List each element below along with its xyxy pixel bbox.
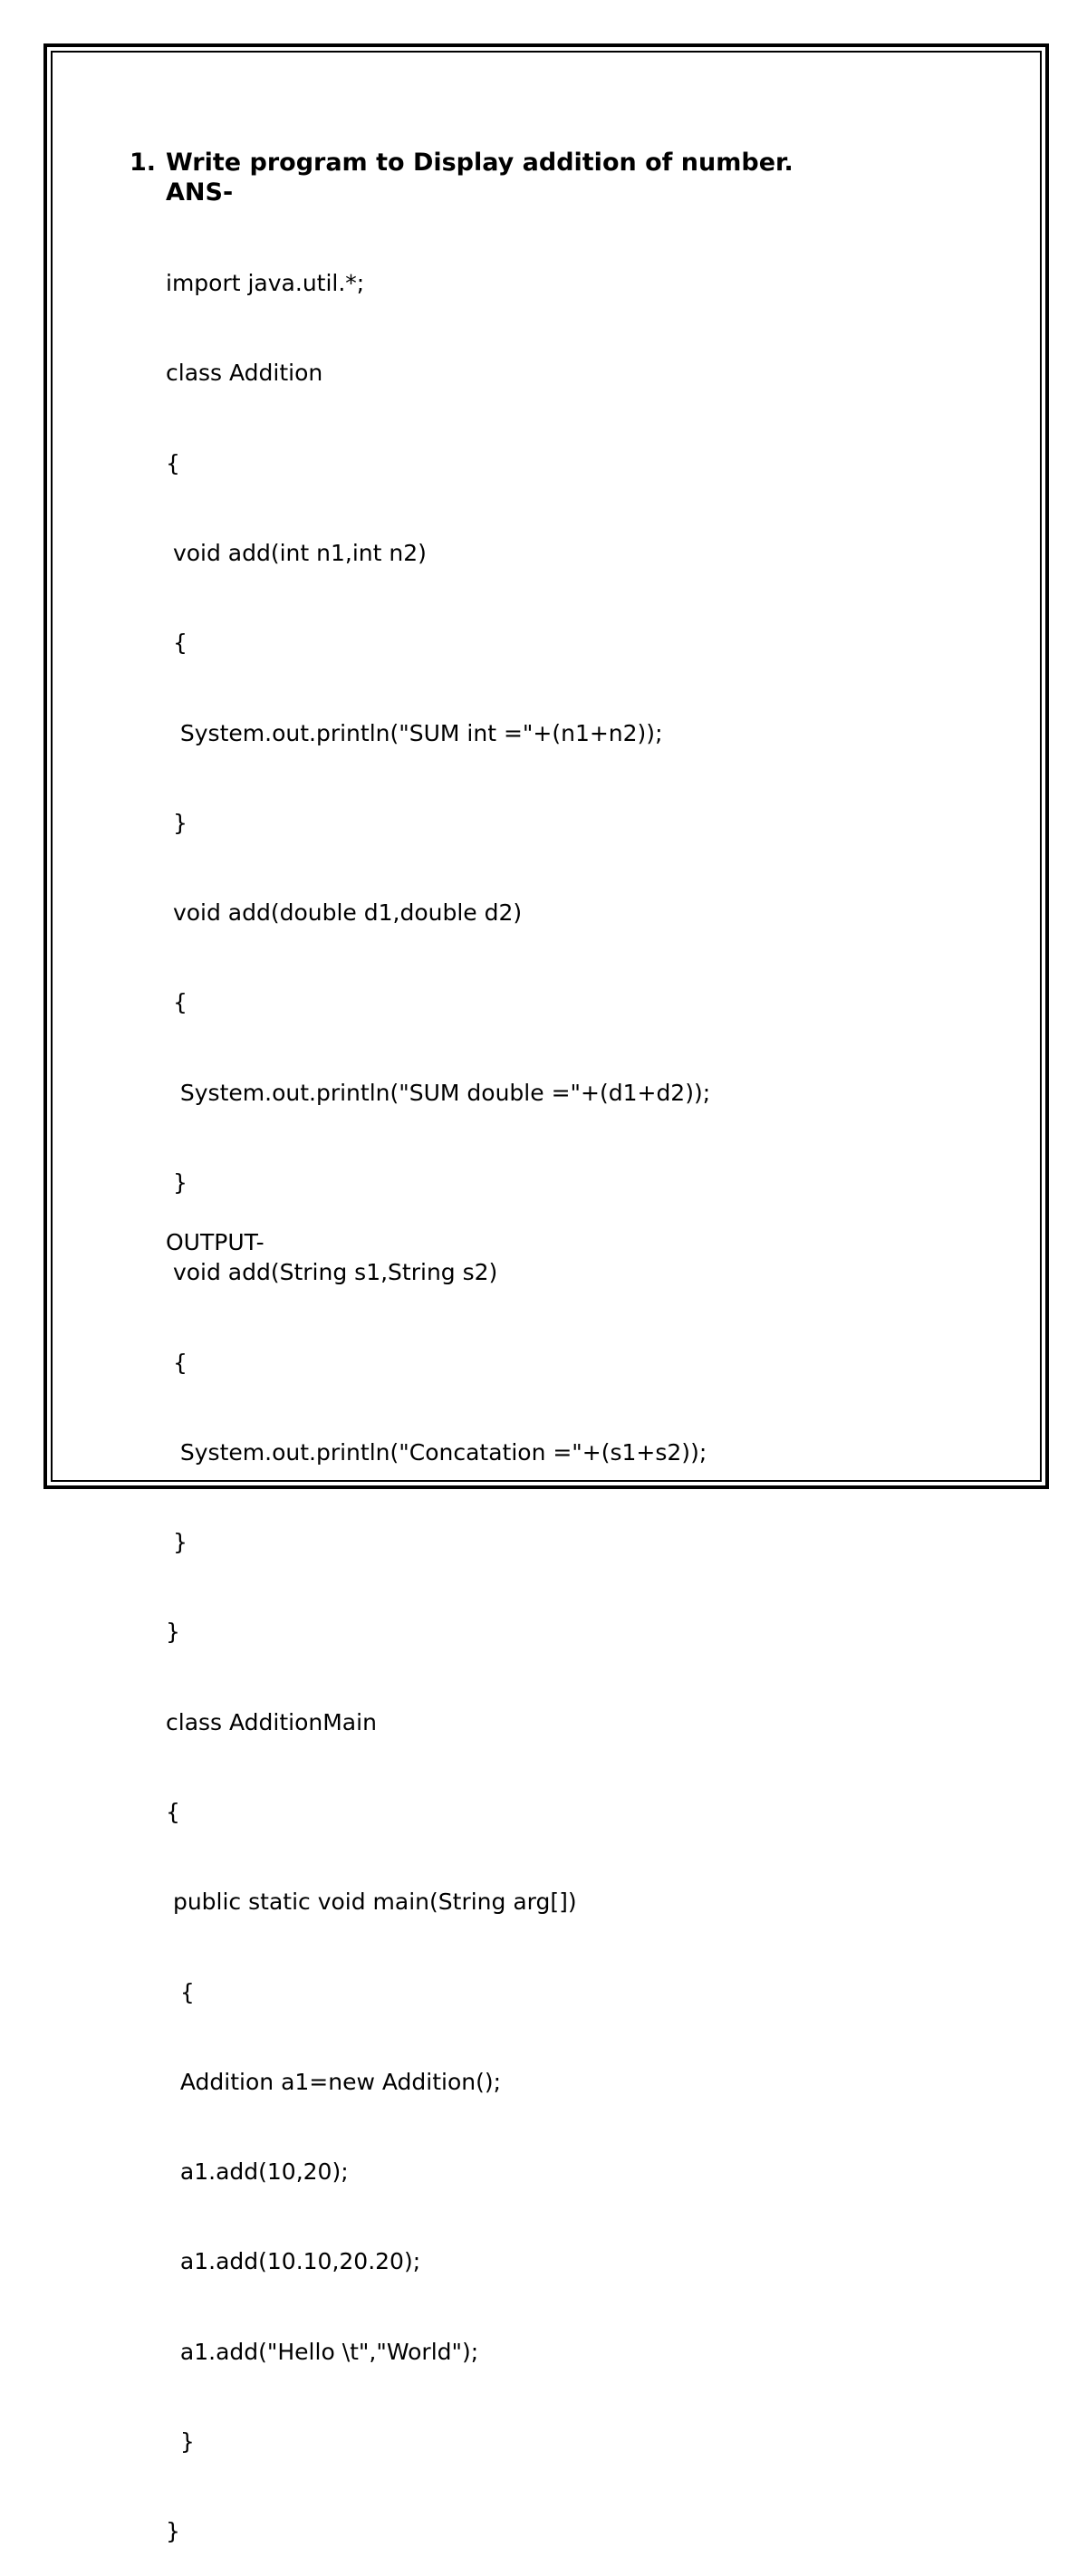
code-line: import java.util.*; [166,270,365,297]
code-line: { [166,630,188,657]
code-line: public static void main(String arg[]) [166,1889,577,1916]
code-line: a1.add(10,20); [166,2158,349,2186]
code-line: void add(double d1,double d2) [166,899,523,927]
code-line: a1.add(10.10,20.20); [166,2248,421,2275]
code-line: } [166,1619,180,1646]
code-line: } [166,809,188,836]
question-text: Write program to Display addition of number. [166,149,794,177]
code-line: void add(String s1,String s2) [166,1259,498,1286]
question-heading [130,148,794,178]
output-label: OUTPUT- [166,1229,265,1255]
code-line: { [166,1978,195,2005]
answer-label: ANS- [166,178,234,207]
code-line: } [166,1529,188,1556]
code-line: { [166,1798,180,1825]
code-line: } [166,2427,195,2455]
code-line: System.out.println("SUM int ="+(n1+n2)); [166,719,663,746]
code-line: { [166,449,180,476]
code-line: void add(int n1,int n2) [166,540,427,567]
question-number: 1. [130,149,157,177]
code-line: { [166,1349,188,1376]
code-line: Addition a1=new Addition(); [166,2068,502,2095]
code-line: a1.add("Hello \t","World"); [166,2338,479,2365]
code-line: class Addition [166,360,323,387]
code-block [166,208,710,2576]
code-line: System.out.println("SUM double ="+(d1+d2)); [166,1079,711,1106]
code-line: System.out.println("Concatation ="+(s1+s2)); [166,1438,707,1466]
code-line: { [166,989,188,1016]
code-line: } [166,2518,180,2545]
code-line: class AdditionMain [166,1708,377,1735]
code-line: } [166,1169,188,1196]
